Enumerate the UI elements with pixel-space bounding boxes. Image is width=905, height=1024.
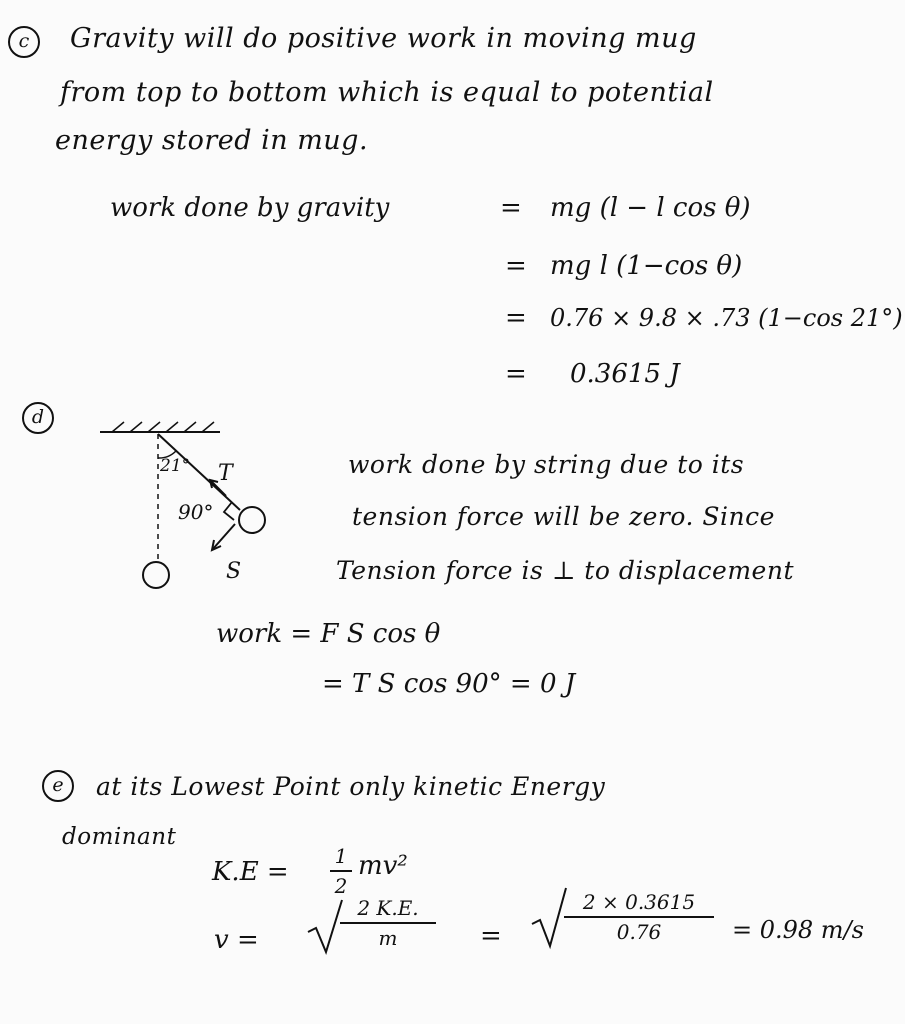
part-c-label: c: [8, 26, 40, 58]
displacement-label: S: [226, 559, 242, 584]
equals-sign-4: =: [505, 359, 527, 389]
part-d-text-2: tension force will be zero. Since: [352, 502, 775, 531]
work-gravity-label: work done by gravity: [110, 193, 390, 223]
velocity-lhs: v =: [214, 925, 259, 955]
ke-half-fraction: [330, 844, 352, 898]
part-e-line-1: at its Lowest Point only kinetic Energy: [96, 772, 606, 801]
gravity-eq-3: 0.76 × 9.8 × .73 (1−cos 21°): [550, 304, 903, 332]
part-c-line-3: energy stored in mug.: [55, 125, 369, 156]
equals-sign-1: =: [500, 193, 522, 223]
part-d-text-1: work done by string due to its: [348, 450, 745, 479]
velocity-equals: =: [480, 921, 502, 951]
ceiling-hatching: [112, 422, 214, 432]
velocity-denominator-1: m: [378, 926, 398, 950]
right-angle-marker: [224, 502, 234, 520]
angle-label: 21°: [160, 456, 191, 476]
velocity-denominator-2: 0.76: [616, 920, 662, 944]
equals-sign-2: =: [505, 251, 527, 281]
ke-lhs: K.E =: [212, 857, 289, 887]
velocity-result: = 0.98 m/s: [732, 916, 864, 944]
gravity-eq-1: mg (l − l cos θ): [550, 193, 751, 223]
bob-displaced: [239, 507, 265, 533]
work-string-eq-2: = T S cos 90° = 0 J: [322, 669, 576, 699]
tension-label: T: [218, 461, 233, 486]
velocity-fraction-2: [564, 890, 714, 944]
part-c-line-2: from top to bottom which is equal to potential: [60, 77, 714, 108]
ke-half-numerator: 1: [334, 844, 348, 868]
part-e-line-2: dominant: [62, 824, 177, 850]
velocity-numerator-2: 2 × 0.3615: [582, 890, 696, 914]
right-angle-label: 90°: [178, 500, 214, 524]
ke-rhs: mv²: [358, 851, 408, 881]
work-string-eq-1: work = F S cos θ: [216, 619, 441, 649]
gravity-eq-2: mg l (1−cos θ): [550, 251, 743, 281]
ke-half-denominator: 2: [334, 874, 348, 898]
part-c-line-1: Gravity will do positive work in moving mug: [70, 23, 697, 54]
bob-at-rest: [143, 562, 169, 588]
gravity-result: 0.3615 J: [570, 359, 680, 389]
part-d-text-3: Tension force is ⊥ to displacement: [336, 556, 795, 585]
velocity-numerator-1: 2 K.E.: [357, 896, 419, 920]
velocity-fraction-1: [340, 896, 436, 950]
equals-sign-3: =: [505, 303, 527, 333]
part-d-label: d: [22, 402, 54, 434]
part-e-label: e: [42, 770, 74, 802]
